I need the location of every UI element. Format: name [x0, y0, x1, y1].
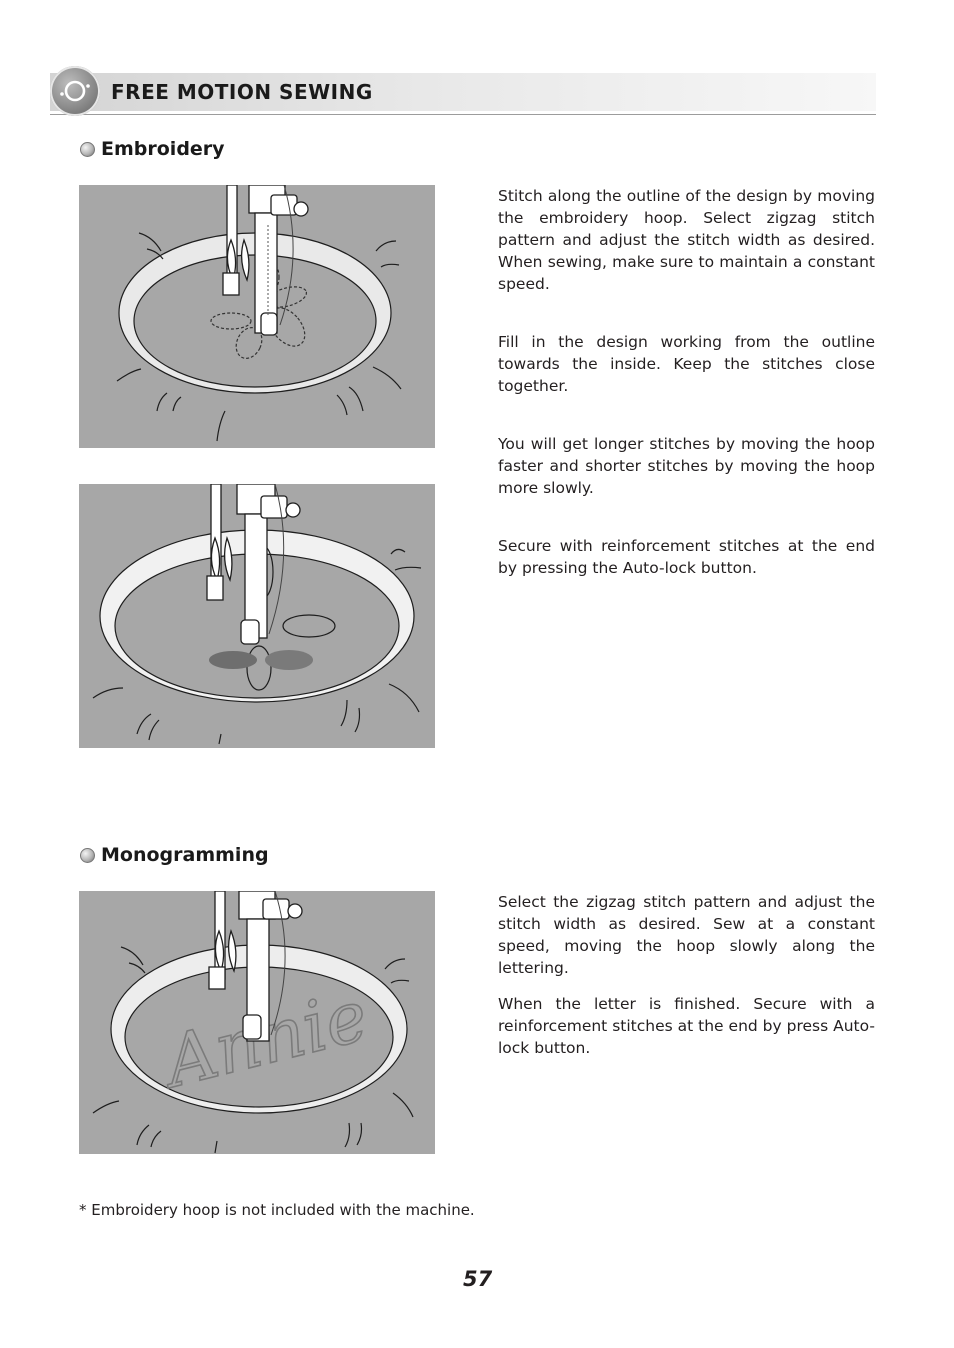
- embroidery-heading-text: Embroidery: [101, 138, 225, 160]
- monogramming-paragraph-1: Select the zigzag stitch pattern and adjust the stitch width as desired. Sew at a constant speed, moving the hoop slowly along the lettering.: [498, 893, 875, 977]
- page-title: FREE MOTION SEWING: [111, 80, 373, 104]
- page-number: 57: [463, 1267, 493, 1291]
- embroidery-fill-figure: [79, 484, 435, 748]
- embroidery-paragraph-4: Secure with reinforcement stitches at the end by pressing the Auto-lock button.: [498, 537, 875, 577]
- monogramming-paragraph-2: When the letter is finished. Secure with a reinforcement stitches at the end by press Auto-lock button.: [498, 995, 875, 1057]
- monogramming-heading: [80, 844, 269, 866]
- embroidery-heading: [80, 138, 225, 160]
- embroidery-paragraph-1: Stitch along the outline of the design by moving the embroidery hoop. Select zigzag stitch pattern and adjust the stitch width as desired. When sewing, make sure to maintain a constant speed.: [498, 187, 875, 293]
- monogramming-heading-text: Monogramming: [101, 844, 269, 866]
- circle-dot-icon: [50, 66, 100, 116]
- bullet-icon: [80, 848, 95, 863]
- bullet-icon: [80, 142, 95, 157]
- embroidery-paragraph-3: You will get longer stitches by moving the hoop faster and shorter stitches by moving the hoop more slowly.: [498, 435, 875, 497]
- footnote: * Embroidery hoop is not included with the machine.: [79, 1201, 475, 1219]
- monogram-figure: [79, 891, 435, 1154]
- embroidery-outline-figure: [79, 185, 435, 448]
- header-divider: [50, 114, 876, 115]
- embroidery-paragraph-2: Fill in the design working from the outline towards the inside. Keep the stitches close together.: [498, 333, 875, 395]
